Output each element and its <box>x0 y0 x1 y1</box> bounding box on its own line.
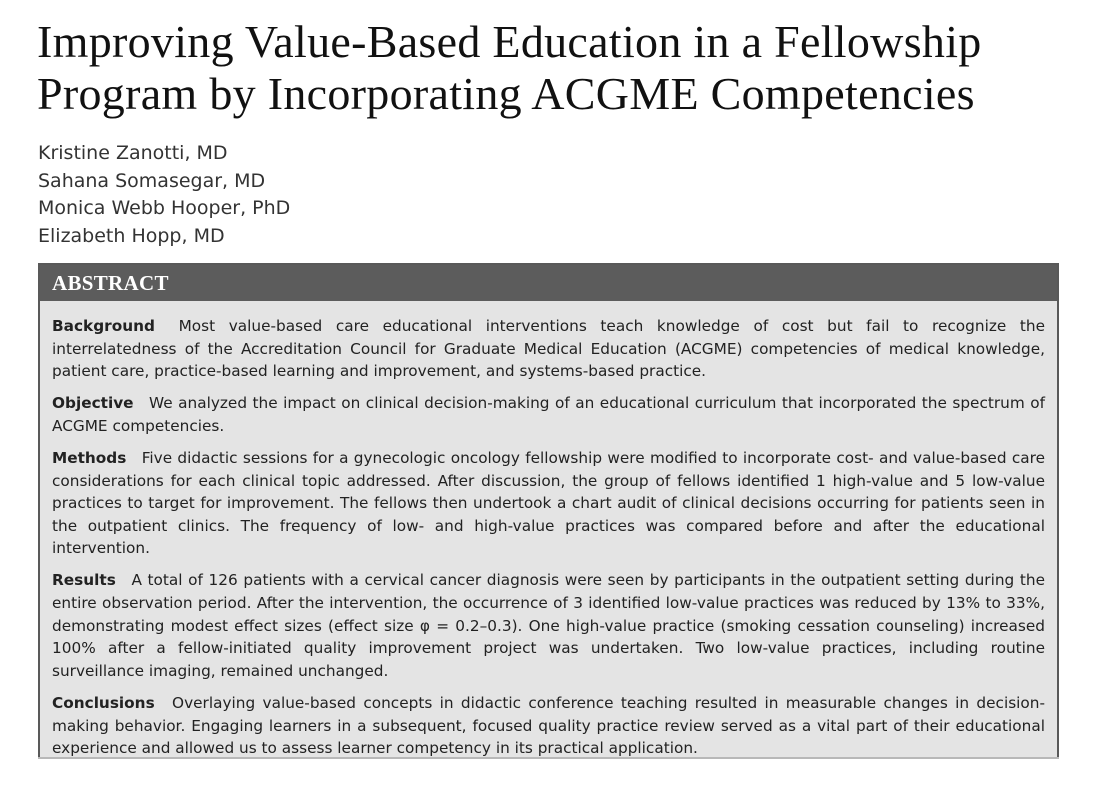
abstract-section-methods <box>52 447 1045 560</box>
section-label: Conclusions <box>52 693 155 712</box>
abstract-heading: ABSTRACT <box>40 265 1057 301</box>
article-title: Improving Value-Based Education in a Fellowship Program by Incorporating ACGME Competencies <box>37 16 982 119</box>
section-text: Five didactic sessions for a gynecologic oncology fellowship were modified to incorporate cost- and value-based care considerations for each clinical topic addressed. After discussion, the group of fellows identified 1 high-value and 5 low-value practices to target for improvement. The fellows then undertook a chart audit of clinical decisions occurring for patients seen in the outpatient clinics. The frequency of low- and high-value practices was compared before and after the educational intervention. <box>52 448 1045 558</box>
abstract-body <box>40 301 1057 760</box>
section-text: Overlaying value-based concepts in didactic conference teaching resulted in measurable changes in decision-making behavior. Engaging learners in a subsequent, focused quality practice review served as a vital part of their educational experience and allowed us to assess learner competency in its practical application. <box>52 693 1045 758</box>
author-name: Kristine Zanotti, MD <box>38 142 228 164</box>
author-name: Monica Webb Hooper, PhD <box>38 197 291 219</box>
abstract-section-conclusions <box>52 692 1045 760</box>
section-label: Results <box>52 571 116 590</box>
section-text: We analyzed the impact on clinical decision-making of an educational curriculum that incorporated the spectrum of ACGME competencies. <box>52 394 1045 435</box>
section-label: Background <box>52 317 155 335</box>
author-list <box>38 140 290 250</box>
abstract-section-results <box>52 569 1045 682</box>
author-name: Sahana Somasegar, MD <box>38 169 266 192</box>
section-label: Objective <box>52 394 134 413</box>
abstract-section-background <box>52 315 1045 383</box>
section-text: A total of 126 patients with a cervical cancer diagnosis were seen by participants in the outpatient setting during the entire observation period. After the intervention, the occurrence of 3 identified low-value practices was reduced by 13% to 33%, demonstrating modest effect sizes (effect size φ = 0.2–0.3). One high-value practice (smoking cessation counseling) increased 100% after a fellow-initiated quality improvement project was undertaken. Two low-value practices, including routine surveillance imaging, remained unchanged. <box>52 571 1045 680</box>
section-label: Methods <box>52 448 127 467</box>
author-name: Elizabeth Hopp, MD <box>38 224 225 247</box>
bottom-divider <box>38 757 1059 759</box>
abstract-section-objective <box>52 392 1045 437</box>
abstract-box <box>38 263 1059 759</box>
section-text: Most value-based care educational interventions teach knowledge of cost but fail to recognize the interrelatedness of the Accreditation Council for Graduate Medical Education (ACGME) competencies of medical knowledge, patient care, practice-based learning and improvement, and systems-based practice. <box>52 317 1045 381</box>
